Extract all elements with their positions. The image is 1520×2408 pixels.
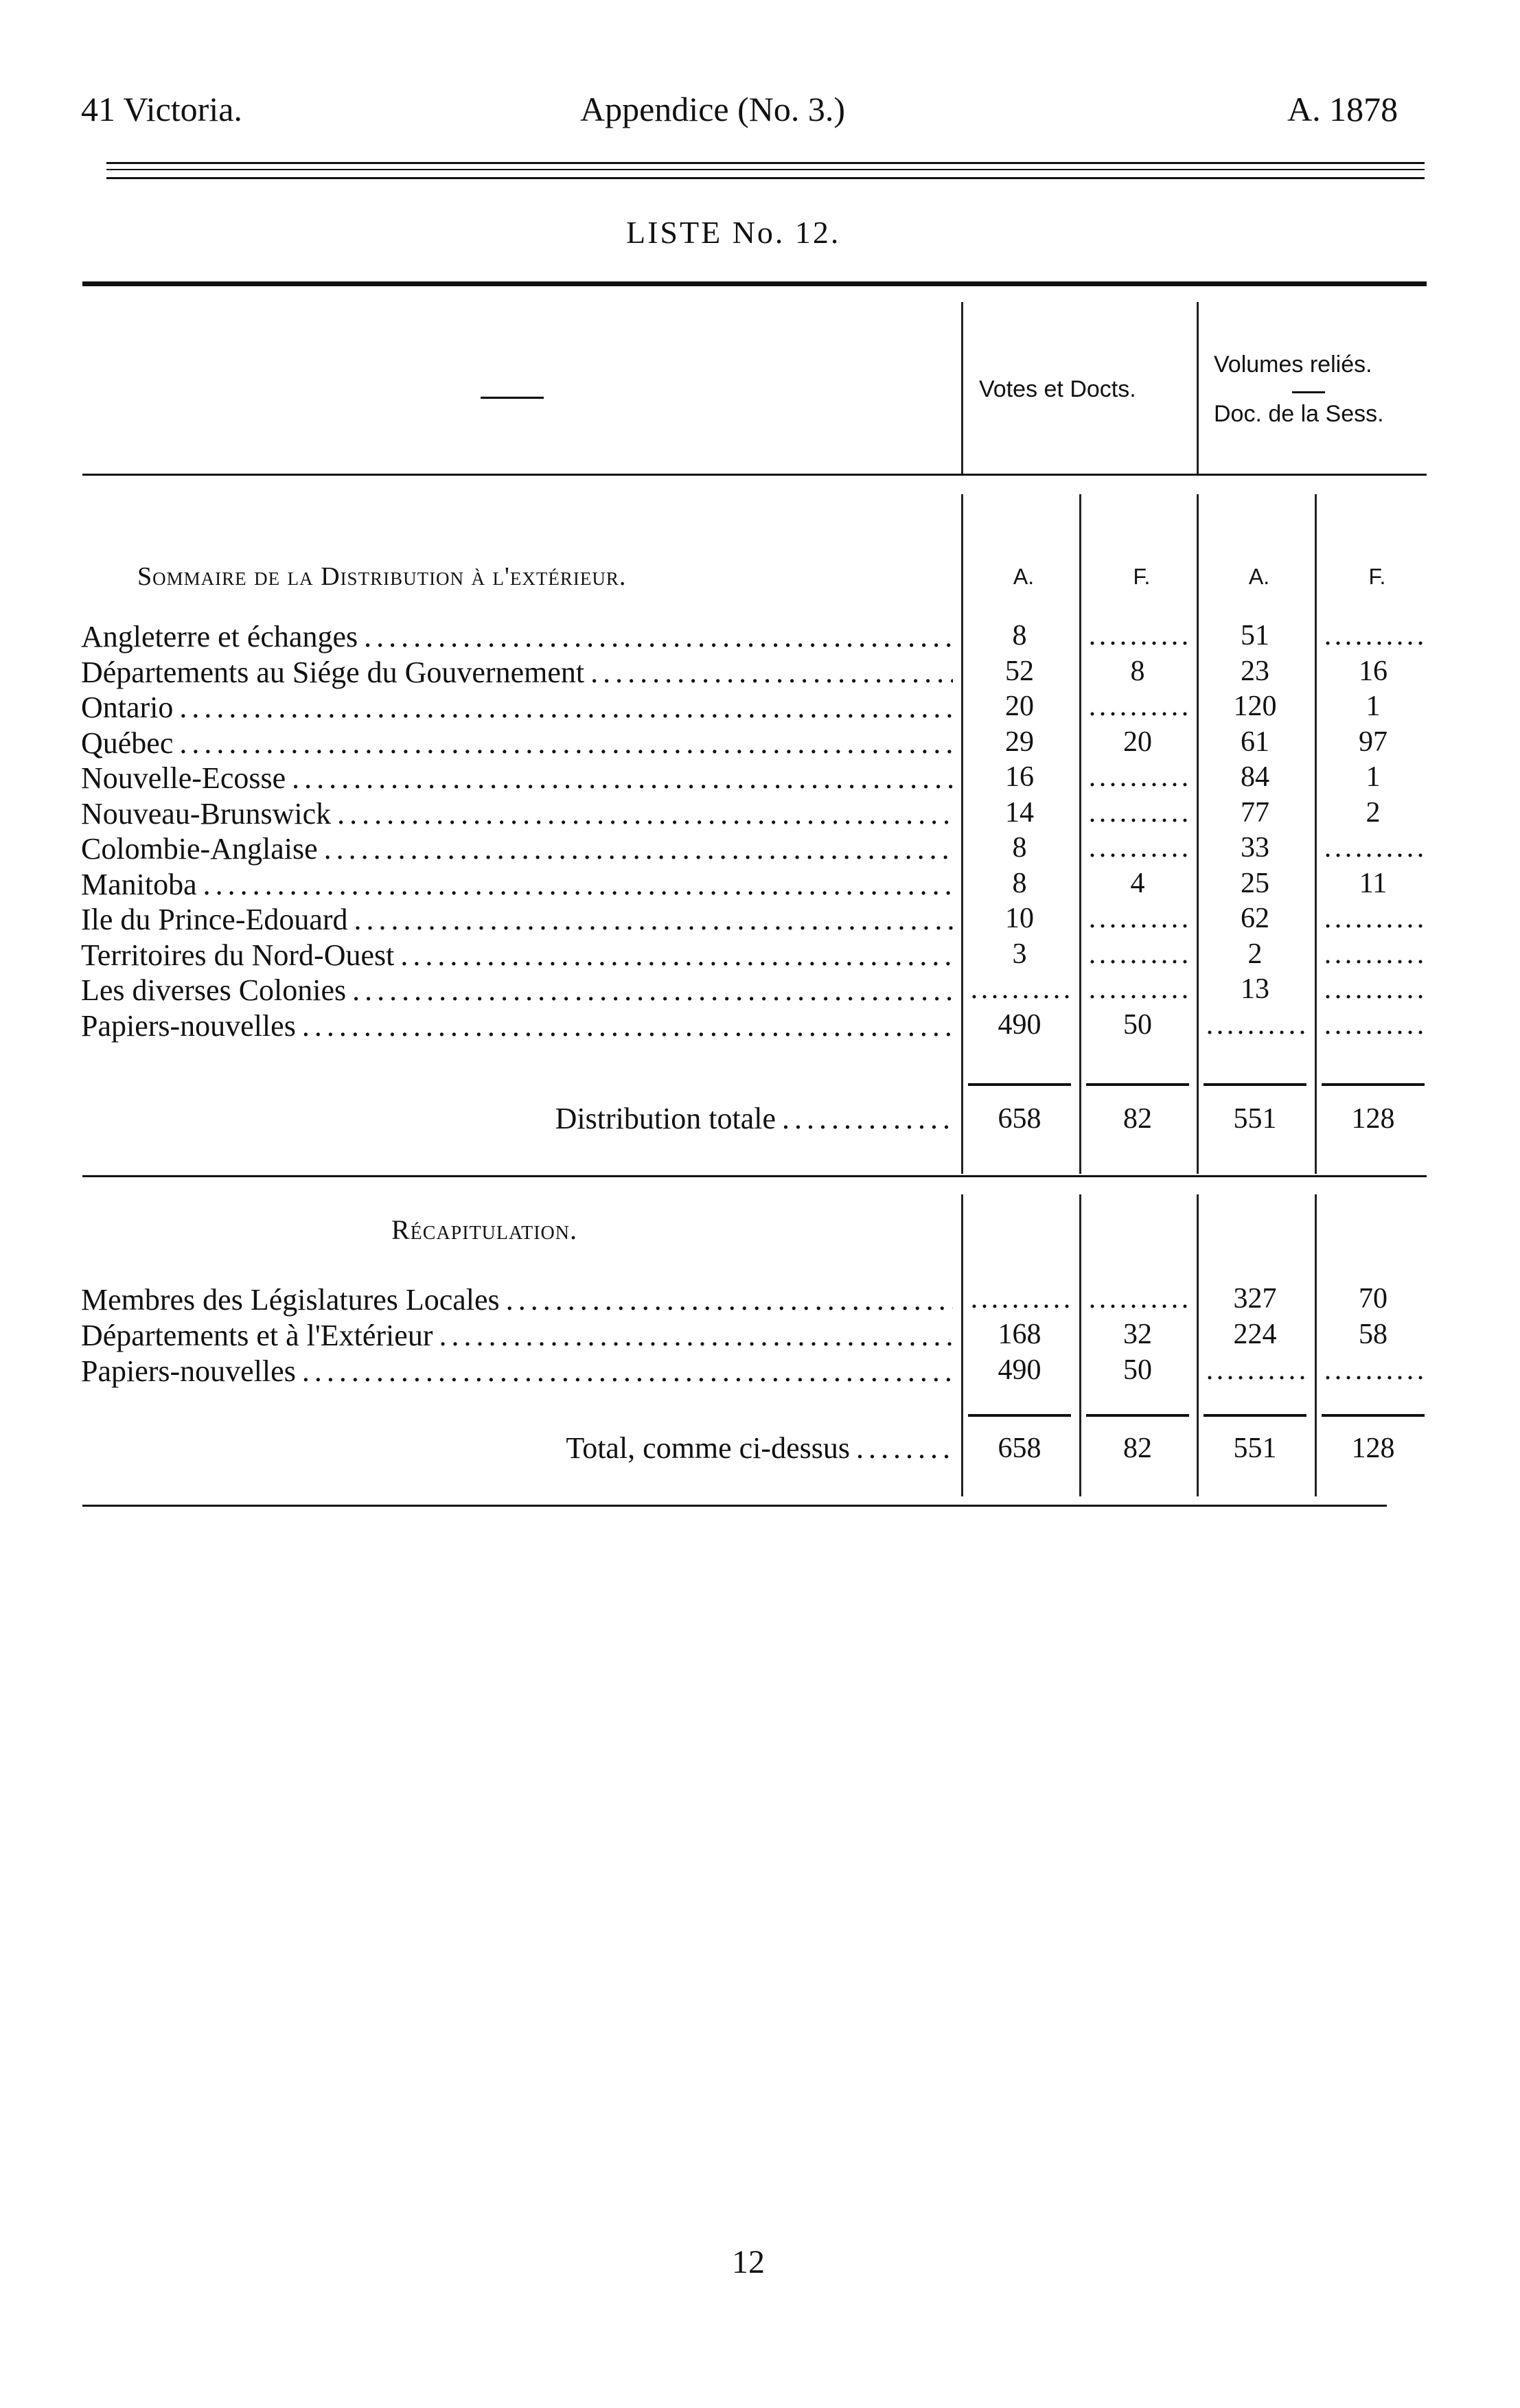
cell-vol-f: 58 <box>1359 1319 1387 1350</box>
cell-vol-a: 327 <box>1233 1283 1277 1315</box>
table-row <box>81 1282 1427 1318</box>
col-rule-header-2 <box>1197 302 1199 474</box>
cell-vol-a: 25 <box>1241 867 1269 899</box>
volumes-header-divider <box>1292 391 1325 393</box>
table-row <box>81 1318 1427 1354</box>
row-label: Ile du Prince-Edouard . . . <box>81 902 953 937</box>
cell-votes-a: 490 <box>998 1354 1041 1386</box>
empty-cell-vol-f: . . . . . . . . . . <box>1324 1354 1423 1386</box>
sum-rule-3 <box>1204 1083 1306 1086</box>
cell-vol-a: 13 <box>1241 973 1269 1005</box>
cell-vol-f: 1 <box>1366 761 1381 793</box>
recap-total-vol-a: 551 <box>1233 1433 1277 1464</box>
distribution-totale-label: Distribution totale . . . . . . . . . . . . . . <box>555 1102 949 1135</box>
sum-rule-4 <box>1322 1083 1425 1086</box>
empty-cell-votes-a: . . . . . . . . . . <box>970 973 1069 1005</box>
empty-cell-vol-f: . . . . . . . . . . <box>1324 938 1423 970</box>
empty-cell-votes-f: . . . . . . . . . . <box>1088 973 1187 1005</box>
page-number: 12 <box>732 2244 765 2280</box>
empty-cell-votes-f: . . . . . . . . . . <box>1088 1283 1187 1315</box>
cell-votes-a: 3 <box>1012 938 1027 970</box>
row-label: Territoires du Nord-Ouest . . . <box>81 938 953 973</box>
empty-cell-votes-f: . . . . . . . . . . <box>1088 620 1187 651</box>
row-label: Membres des Législatures Locales . . . <box>81 1282 953 1317</box>
empty-cell-vol-f: . . . . . . . . . . <box>1324 832 1423 864</box>
row-label: Papiers-nouvelles . . . <box>81 1008 953 1043</box>
cell-vol-f: 11 <box>1359 867 1387 899</box>
row-label: Manitoba . . . <box>81 867 953 902</box>
sommaire-heading: Sommaire de la Distribution à l'extérieur. <box>137 562 627 591</box>
cell-vol-a: 84 <box>1241 761 1269 793</box>
cell-votes-a: 20 <box>1005 691 1034 722</box>
subheader-votes-a: A. <box>1013 564 1035 589</box>
total-comme-ci-dessus-label: Total, comme ci-dessus . . . . . . . . <box>566 1431 949 1465</box>
list-title: LISTE No. 12. <box>626 215 841 250</box>
cell-votes-f: 4 <box>1130 867 1145 899</box>
recap-sum-rule-2 <box>1086 1414 1189 1417</box>
cell-votes-a: 8 <box>1012 867 1027 899</box>
empty-cell-votes-f: . . . . . . . . . . <box>1088 938 1187 970</box>
empty-cell-vol-a: . . . . . . . . . . <box>1206 1354 1304 1386</box>
table-row <box>81 973 1427 1008</box>
cell-vol-f: 2 <box>1366 796 1381 829</box>
table-row <box>81 726 1427 761</box>
volumes-relies-header: Volumes reliés. <box>1214 351 1372 378</box>
total-vol-f: 128 <box>1351 1103 1395 1135</box>
header-rule-top <box>106 162 1425 164</box>
cell-vol-a: 120 <box>1233 691 1277 722</box>
votes-docts-header: Votes et Docts. <box>979 376 1136 402</box>
table-row <box>81 690 1427 726</box>
cell-votes-f: 50 <box>1123 1354 1152 1386</box>
empty-cell-vol-f: . . . . . . . . . . <box>1324 903 1423 934</box>
header-bottom-rule <box>82 474 1427 476</box>
cell-votes-a: 8 <box>1012 832 1027 864</box>
row-label: Départements au Siége du Gouvernement . . . <box>81 655 953 690</box>
recap-total-votes-f: 82 <box>1123 1433 1152 1464</box>
cell-vol-f: 16 <box>1359 655 1387 687</box>
cell-votes-a: 8 <box>1012 620 1027 651</box>
table-top-rule <box>82 281 1427 286</box>
empty-cell-vol-f: . . . . . . . . . . <box>1324 1008 1423 1041</box>
empty-cell-votes-f: . . . . . . . . . . <box>1088 903 1187 934</box>
total-votes-a: 658 <box>998 1103 1041 1135</box>
cell-votes-a: 14 <box>1005 796 1034 829</box>
header-right: A. 1878 <box>1287 90 1398 128</box>
recap-sum-rule-1 <box>968 1414 1071 1417</box>
header-center: Appendice (No. 3.) <box>580 90 845 128</box>
header-rule-bottom <box>106 177 1425 179</box>
recap-total-vol-f: 128 <box>1351 1433 1395 1464</box>
cell-vol-f: 1 <box>1366 691 1381 722</box>
sum-rule-2 <box>1086 1083 1189 1086</box>
section-divider-rule <box>82 1175 1427 1177</box>
empty-cell-votes-f: . . . . . . . . . . <box>1088 691 1187 722</box>
table-row <box>81 1008 1427 1044</box>
cell-vol-a: 224 <box>1233 1319 1277 1350</box>
doc-sess-header: Doc. de la Sess. <box>1214 401 1384 427</box>
table-row <box>81 761 1427 796</box>
row-label: Angleterre et échanges . . . <box>81 619 953 654</box>
subheader-vol-f: F. <box>1368 564 1386 589</box>
table-row <box>81 655 1427 691</box>
empty-cell-vol-f: . . . . . . . . . . <box>1324 973 1423 1005</box>
empty-cell-votes-a: . . . . . . . . . . <box>970 1283 1069 1315</box>
sum-rule-1 <box>968 1083 1071 1086</box>
table-bottom-rule <box>82 1505 1387 1507</box>
empty-cell-vol-a: . . . . . . . . . . <box>1206 1008 1304 1041</box>
empty-cell-votes-f: . . . . . . . . . . <box>1088 761 1187 793</box>
subheader-vol-a: A. <box>1248 564 1270 589</box>
row-label: Ontario . . . <box>81 690 953 725</box>
cell-votes-a: 10 <box>1005 903 1034 934</box>
cell-vol-a: 61 <box>1241 726 1269 758</box>
cell-votes-f: 50 <box>1123 1008 1152 1041</box>
table-row <box>81 867 1427 903</box>
table-row <box>81 831 1427 867</box>
cell-vol-a: 51 <box>1241 620 1269 651</box>
cell-votes-a: 16 <box>1005 761 1034 793</box>
table-row <box>81 902 1427 938</box>
cell-votes-f: 32 <box>1123 1319 1152 1350</box>
cell-votes-f: 8 <box>1130 655 1145 687</box>
recap-sum-rule-4 <box>1322 1414 1425 1417</box>
header-left: 41 Victoria. <box>81 90 242 128</box>
table-row <box>81 796 1427 832</box>
row-label: Nouvelle-Ecosse . . . <box>81 761 953 796</box>
cell-vol-a: 23 <box>1241 655 1269 687</box>
row-label: Les diverses Colonies . . . <box>81 973 953 1008</box>
cell-vol-a: 77 <box>1241 796 1269 829</box>
cell-vol-a: 62 <box>1241 903 1269 934</box>
table-row <box>81 619 1427 655</box>
empty-cell-votes-f: . . . . . . . . . . <box>1088 832 1187 864</box>
row-label: Papiers-nouvelles . . . <box>81 1354 953 1389</box>
col-rule-header-1 <box>961 302 963 474</box>
cell-votes-a: 29 <box>1005 726 1034 758</box>
cell-vol-a: 2 <box>1247 938 1263 970</box>
row-label: Nouveau-Brunswick . . . <box>81 796 953 831</box>
recap-sum-rule-3 <box>1204 1414 1306 1417</box>
empty-cell-votes-f: . . . . . . . . . . <box>1088 796 1187 829</box>
cell-vol-a: 33 <box>1241 832 1269 864</box>
cell-vol-f: 97 <box>1359 726 1387 758</box>
total-vol-a: 551 <box>1233 1103 1277 1135</box>
table-row <box>81 1354 1427 1389</box>
cell-votes-a: 52 <box>1005 655 1034 687</box>
cell-votes-a: 168 <box>998 1319 1041 1350</box>
table-row <box>81 938 1427 973</box>
subheader-votes-f: F. <box>1133 564 1151 589</box>
cell-vol-f: 70 <box>1359 1283 1387 1315</box>
blank-header-dash: —— <box>481 377 544 413</box>
total-votes-f: 82 <box>1123 1103 1152 1135</box>
row-label: Départements et à l'Extérieur . . . <box>81 1318 953 1353</box>
empty-cell-vol-f: . . . . . . . . . . <box>1324 620 1423 651</box>
cell-votes-f: 20 <box>1123 726 1152 758</box>
recapitulation-heading: Récapitulation. <box>391 1214 577 1245</box>
header-rule-mid <box>106 169 1425 170</box>
row-label: Québec . . . <box>81 726 953 761</box>
recap-total-votes-a: 658 <box>998 1433 1041 1464</box>
row-label: Colombie-Anglaise . . . <box>81 831 953 866</box>
cell-votes-a: 490 <box>998 1008 1041 1041</box>
